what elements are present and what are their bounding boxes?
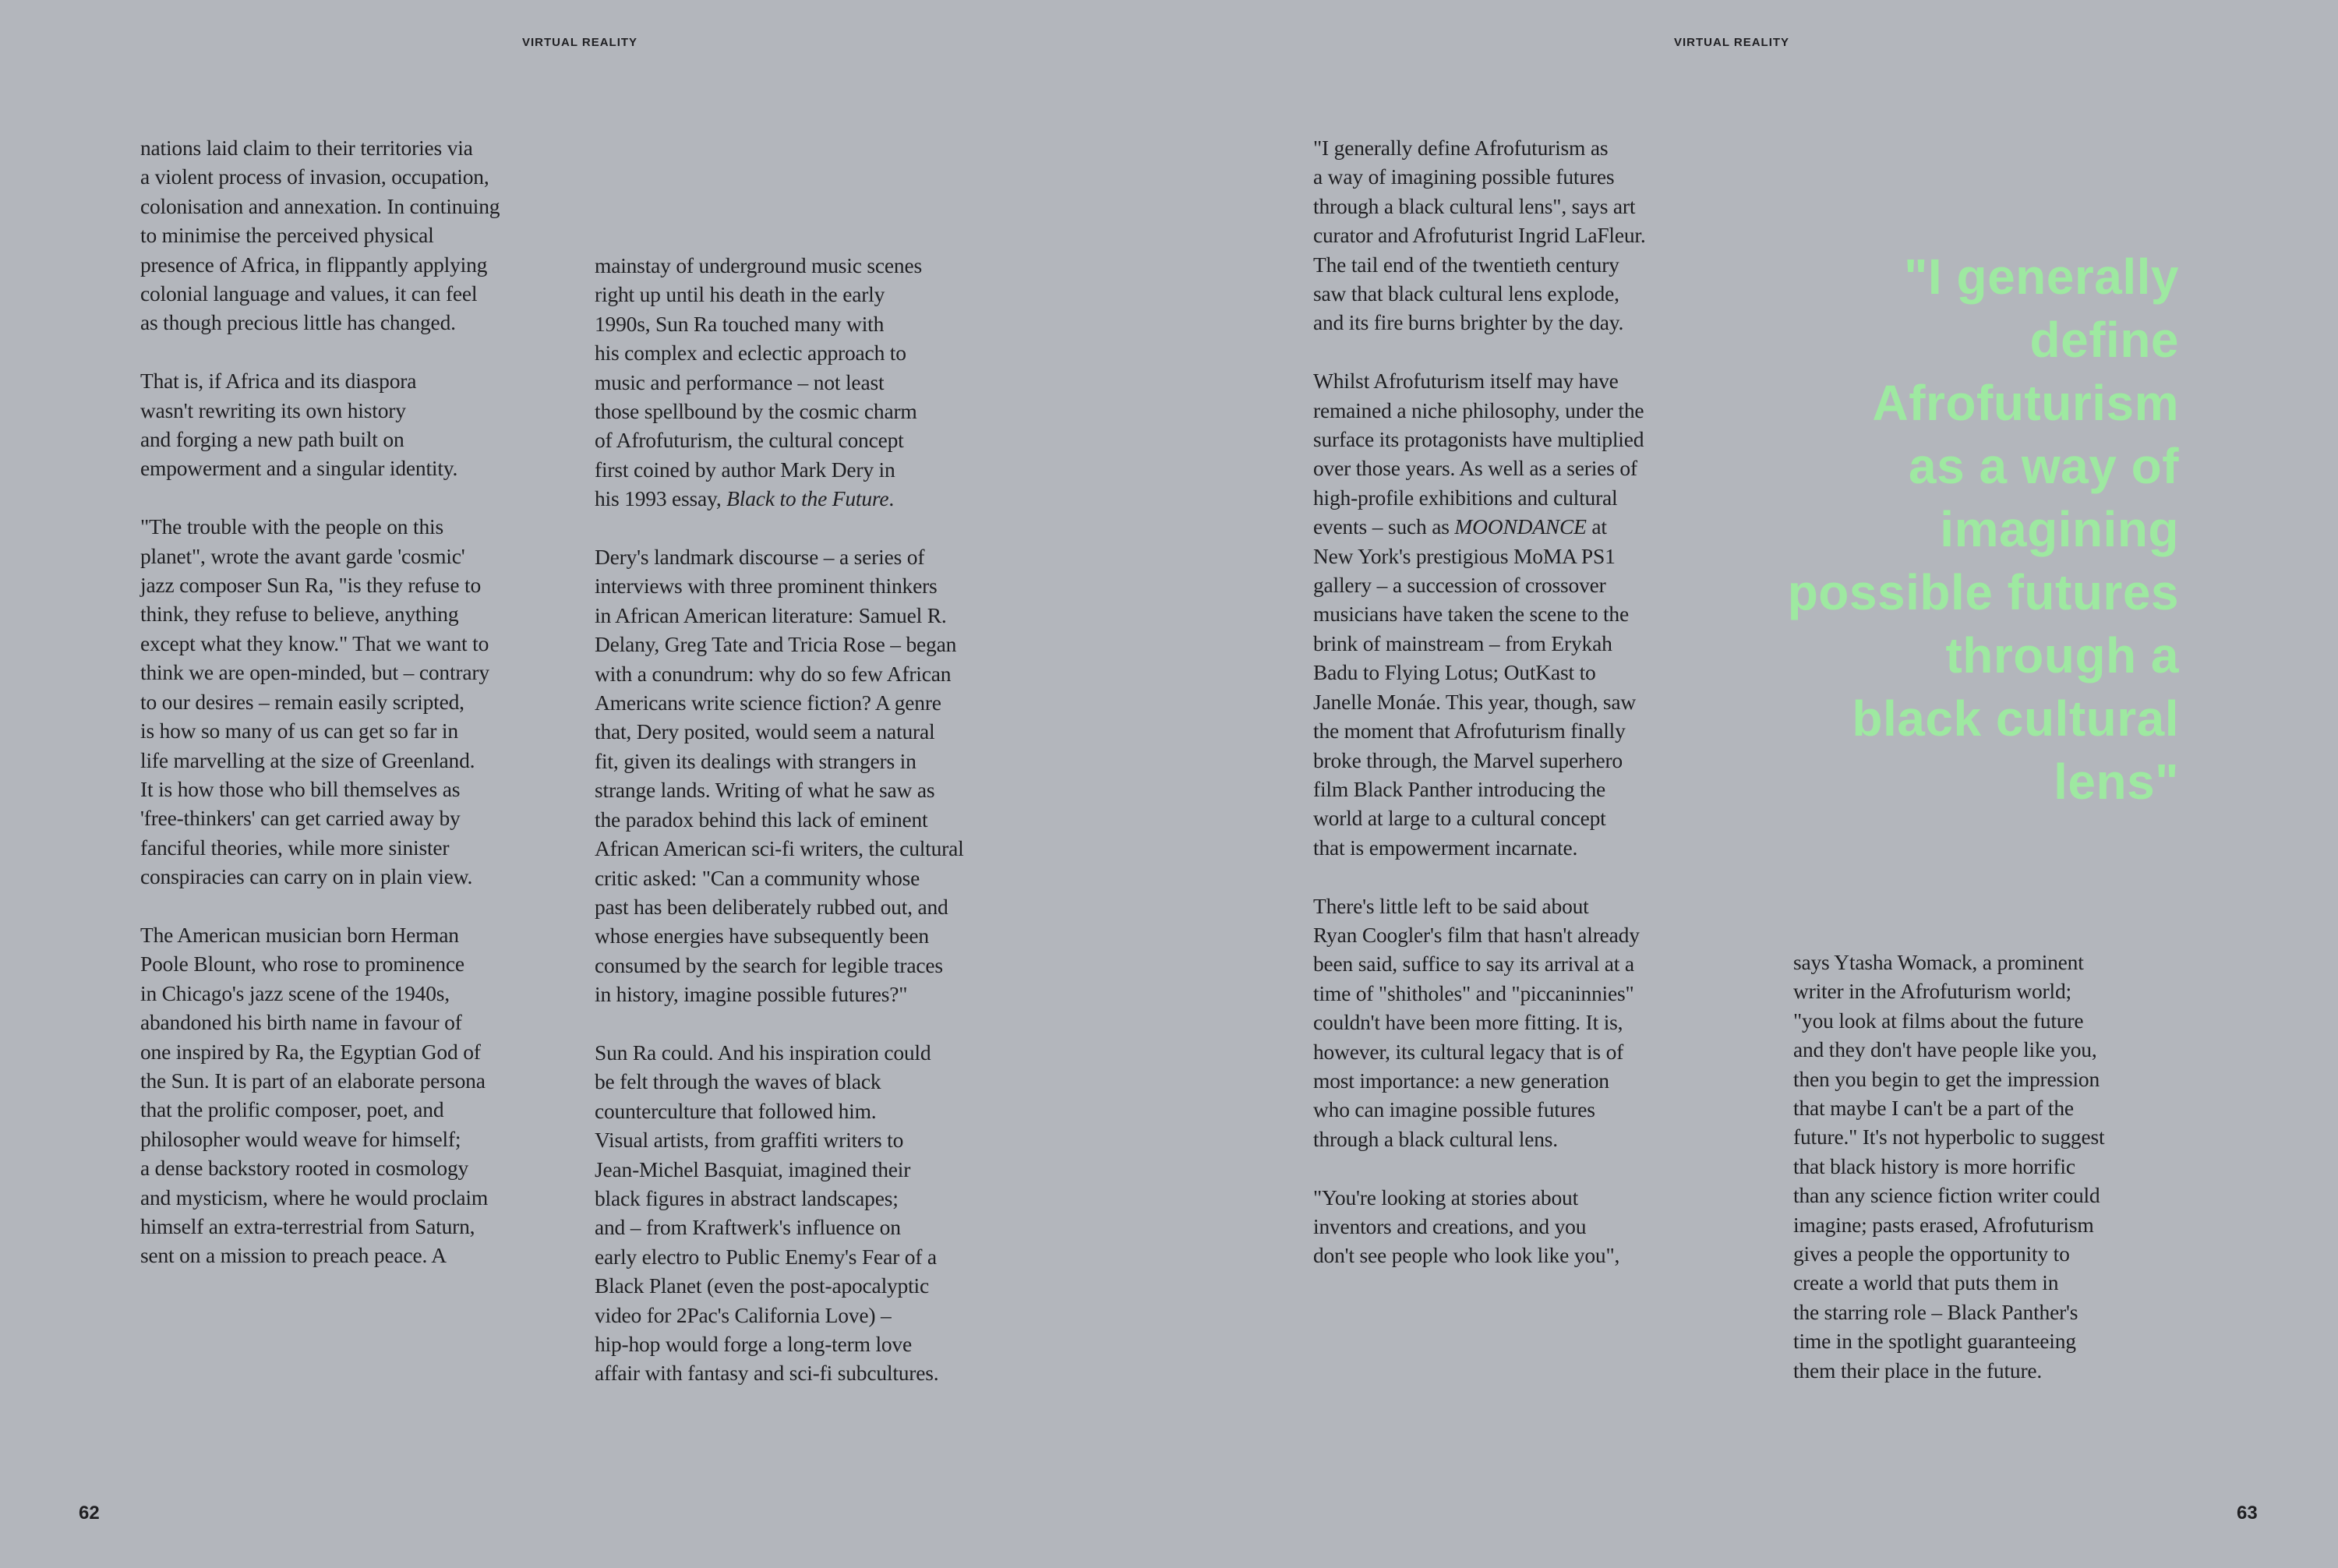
page-number: 63 xyxy=(2237,1503,2258,1524)
body-paragraph: "You're looking at stories about inventors and creations, and you don't see people who look like you", xyxy=(1313,1185,1620,1268)
body-paragraph: "I generally define Afrofuturism as a way of imagining possible futures through a black cultural lens", says art curator and Afrofuturist Ingrid LaFleur. The tail end of the twentieth century saw that black cultural lens explode, and its fire burns brighter by the day. xyxy=(1313,136,1646,335)
paragraph-text: at New York's prestigious MoMA PS1 gallery – a succession of crossover musicians have taken the scene to the brink of mainstream – from Erykah Badu to Flying Lotus; OutKast to Janelle Monáe. This year, though, saw the moment that Afrofuturism finally broke through, the Marvel superhero film Black Panther introducing the world at large to a cultural concept that is empowerment incarnate. xyxy=(1313,514,1637,860)
body-paragraph xyxy=(595,251,1031,514)
body-paragraph: Sun Ra could. And his inspiration could be felt through the waves of black counterculture that followed him. Visual artists, from graffiti writers to Jean-Michel Basquiat, imagined their black figures in abstract landscapes; and – from Kraftwerk's influence on early electro to Public Enemy's Fear of a Black Planet (even the post-apocalyptic video for 2Pac's California Love) – hip-hop would forge a long-term love affair with fantasy and sci-fi subcultures. xyxy=(595,1040,939,1386)
body-paragraph: The American musician born Herman Poole Blount, who rose to prominence in Chicago's jazz scene of the 1940s, abandoned his birth name in favour of one inspired by Ra, the Egyptian God of the Sun. It is part of an elaborate persona that the prolific composer, poet, and philosopher would weave for himself; a dense backstory rooted in cosmology and mysticism, where he would proclaim himself an extra-terrestrial from Saturn, sent on a mission to preach peace. A xyxy=(140,922,489,1268)
body-paragraph: Dery's landmark discourse – a series of interviews with three prominent thinkers in African American literature: Samuel R. Delany, Greg Tate and Tricia Rose – began with a conundrum: why do so few African Americans write science fiction? A genre that, Dery posited, would seem a natural fit, given its dealings with strangers in strange lands. Writing of what he saw as the paradox behind this lack of eminent African American sci-fi writers, the cultural critic asked: "Can a community whose past has been deliberately rubbed out, and whose energies have subsequently been consumed by the search for legible traces in history, imagine possible futures?" xyxy=(595,545,964,1007)
running-head: VIRTUAL REALITY xyxy=(1674,36,1790,49)
body-paragraph: "The trouble with the people on this planet", wrote the avant garde 'cosmic' jazz composer Sun Ra, "is they refuse to think, they refuse to believe, anything except what they know." That we want to think we are open-minded, but – contrary to our desires – remain easily scripted, is how so many of us can get so far in life marvelling at the size of Greenland. It is how those who bill themselves as 'free-thinkers' can get carried away by fanciful theories, while more sinister conspiracies can carry on in plain view. xyxy=(140,514,489,889)
page-number: 62 xyxy=(79,1503,100,1524)
body-column-right-1 xyxy=(1313,133,1750,1270)
body-column-left-1 xyxy=(140,133,577,1270)
paragraph-text: Whilst Afrofuturism itself may have remained a niche philosophy, under the surface its protagonists have multiplied over those years. As well as a series of high-profile exhibitions and cultural events – such as xyxy=(1313,369,1644,539)
running-head: VIRTUAL REALITY xyxy=(522,36,638,49)
body-paragraph: There's little left to be said about Ryan Coogler's film that hasn't already been said, suffice to say its arrival at a time of "shitholes" and "piccaninnies" couldn't have been more fitting. It is, however, its cultural legacy that is of most importance: a new generation who can imagine possible futures through a black cultural lens. xyxy=(1313,893,1640,1151)
body-paragraph: That is, if Africa and its diaspora wasn't rewriting its own history and forging a new path built on empowerment and a singular identity. xyxy=(140,369,458,481)
body-paragraph xyxy=(1313,366,1750,862)
pull-quote: "I generally define Afrofuturism as a way of imagining possible futures through a black cultural lens" xyxy=(1787,249,2179,810)
body-paragraph: nations laid claim to their territories via a violent process of invasion, occupation, colonisation and annexation. In continuing to minimise the perceived physical presence of Africa, in flippantly applying colonial language and values, it can feel as though precious little has changed. xyxy=(140,136,500,335)
body-paragraph: says Ytasha Womack, a prominent writer in the Afrofuturism world; "you look at films about the future and they don't have people like you, then you begin to get the impression that maybe I can't be a part of the future." It's not hyperbolic to suggest that black history is more horrific than any science fiction writer could imagine; pasts erased, Afrofuturism gives a people the opportunity to create a world that puts them in the starring role – Black Panther's time in the spotlight guaranteeing them their place in the future. xyxy=(1793,950,2105,1383)
right-page xyxy=(1169,0,2338,1568)
body-column-right-2 xyxy=(1793,948,2230,1385)
essay-title: Black to the Future xyxy=(726,486,889,511)
event-title: MOONDANCE xyxy=(1454,514,1587,539)
paragraph-end: . xyxy=(888,486,895,511)
body-column-left-2 xyxy=(595,251,1031,1388)
paragraph-text: mainstay of underground music scenes right up until his death in the early 1990s, Sun Ra touched many with his complex and eclectic approach to music and performance – not least those spellbound by the cosmic charm of Afrofuturism, the cultural concept first coined by author Mark Dery in his 1993 essay, xyxy=(595,253,922,511)
